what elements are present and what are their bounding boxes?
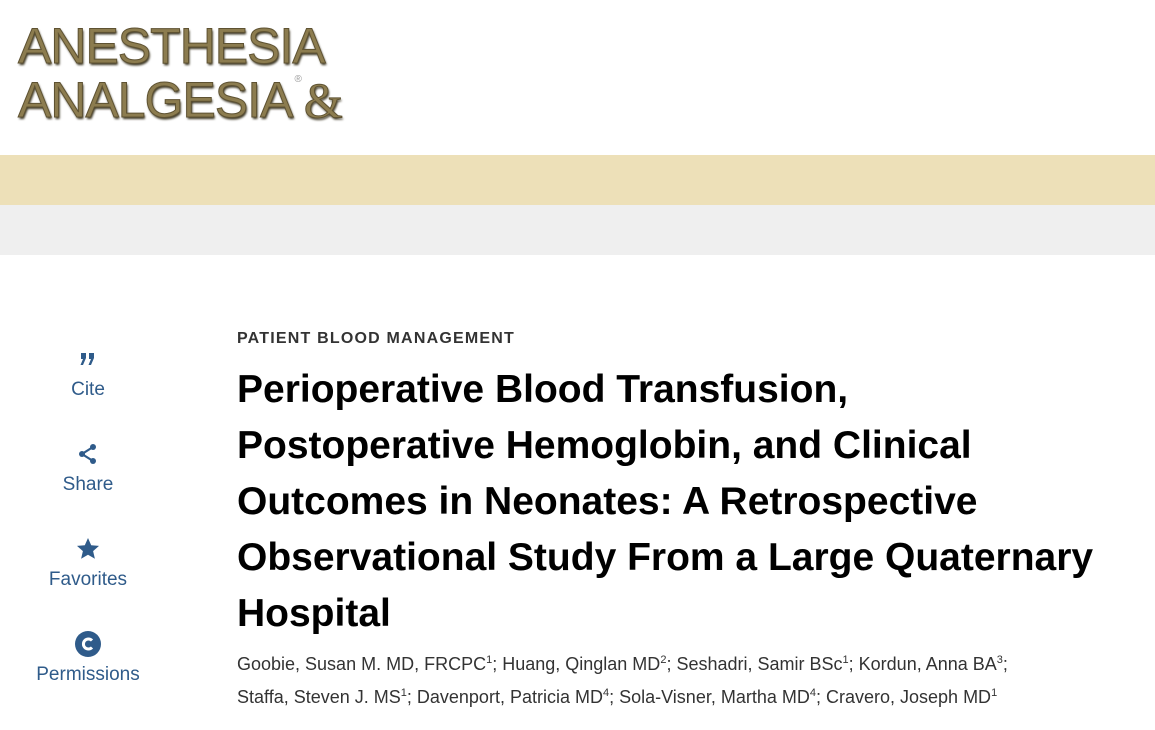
article-title (237, 362, 1152, 642)
title-line: Perioperative Blood Transfusion, (237, 368, 849, 411)
author-link[interactable]: Kordun, Anna $BA^3$ (858, 654, 1003, 674)
title-line: Postoperative Hemoglobin, and Clinical (237, 424, 972, 467)
share-button[interactable] (20, 440, 156, 535)
header-sub-bar (0, 205, 1155, 255)
author-link[interactable]: Davenport, Patricia $MD^4$ (416, 687, 610, 707)
cite-label: Cite (71, 379, 105, 400)
favorites-label: Favorites (48, 569, 128, 590)
share-icon (78, 440, 98, 468)
quote-icon (79, 345, 97, 373)
article-tools-sidebar (20, 345, 156, 725)
logo-registered: ® (294, 74, 302, 85)
author-list: Goobie, Susan M. MD, FRCPC$^1$; Huang, Qinglan $MD^2$; Seshadri, Samir BSc$^1$; Kordun, Anna $BA^3$; Staffa, Steven J. $MS^1$; Davenport, Patricia $MD^4$; Sola-Visner, Martha $MD^4$; Cravero, Joseph $MD^1$ (237, 654, 1008, 707)
header-nav-bar (0, 155, 1155, 205)
author-link[interactable]: Cravero, Joseph $MD^1$ (826, 687, 998, 707)
title-line: Observational Study From a Large Quaternary (237, 536, 1094, 579)
article-section: PATIENT BLOOD MANAGEMENT (237, 330, 515, 347)
cite-button[interactable] (20, 345, 156, 440)
journal-logo[interactable] (18, 14, 398, 130)
permissions-label: Permissions (36, 664, 140, 685)
article-header (237, 330, 1152, 712)
copyright-icon (74, 630, 102, 658)
author-link[interactable]: Seshadri, Samir BSc$^1$ (676, 654, 849, 674)
share-label: Share (62, 474, 114, 495)
logo-line-1: ANESTHESIA (18, 18, 325, 74)
author-link[interactable]: Goobie, Susan M. MD, FRCPC$^1$ (237, 654, 493, 674)
author-link[interactable]: Staffa, Steven J. $MS^1$ (237, 687, 407, 707)
author-link[interactable]: Huang, Qinglan $MD^2$ (502, 654, 667, 674)
logo-ampersand: & (303, 72, 343, 128)
author-link[interactable]: Sola-Visner, Martha $MD^4$ (619, 687, 816, 707)
title-line: Outcomes in Neonates: A Retrospective (237, 480, 978, 523)
title-line: Hospital (237, 592, 391, 635)
star-icon (75, 535, 101, 563)
logo-line-2: ANALGESIA (18, 72, 293, 128)
favorites-button[interactable] (20, 535, 156, 630)
permissions-button[interactable] (20, 630, 156, 725)
